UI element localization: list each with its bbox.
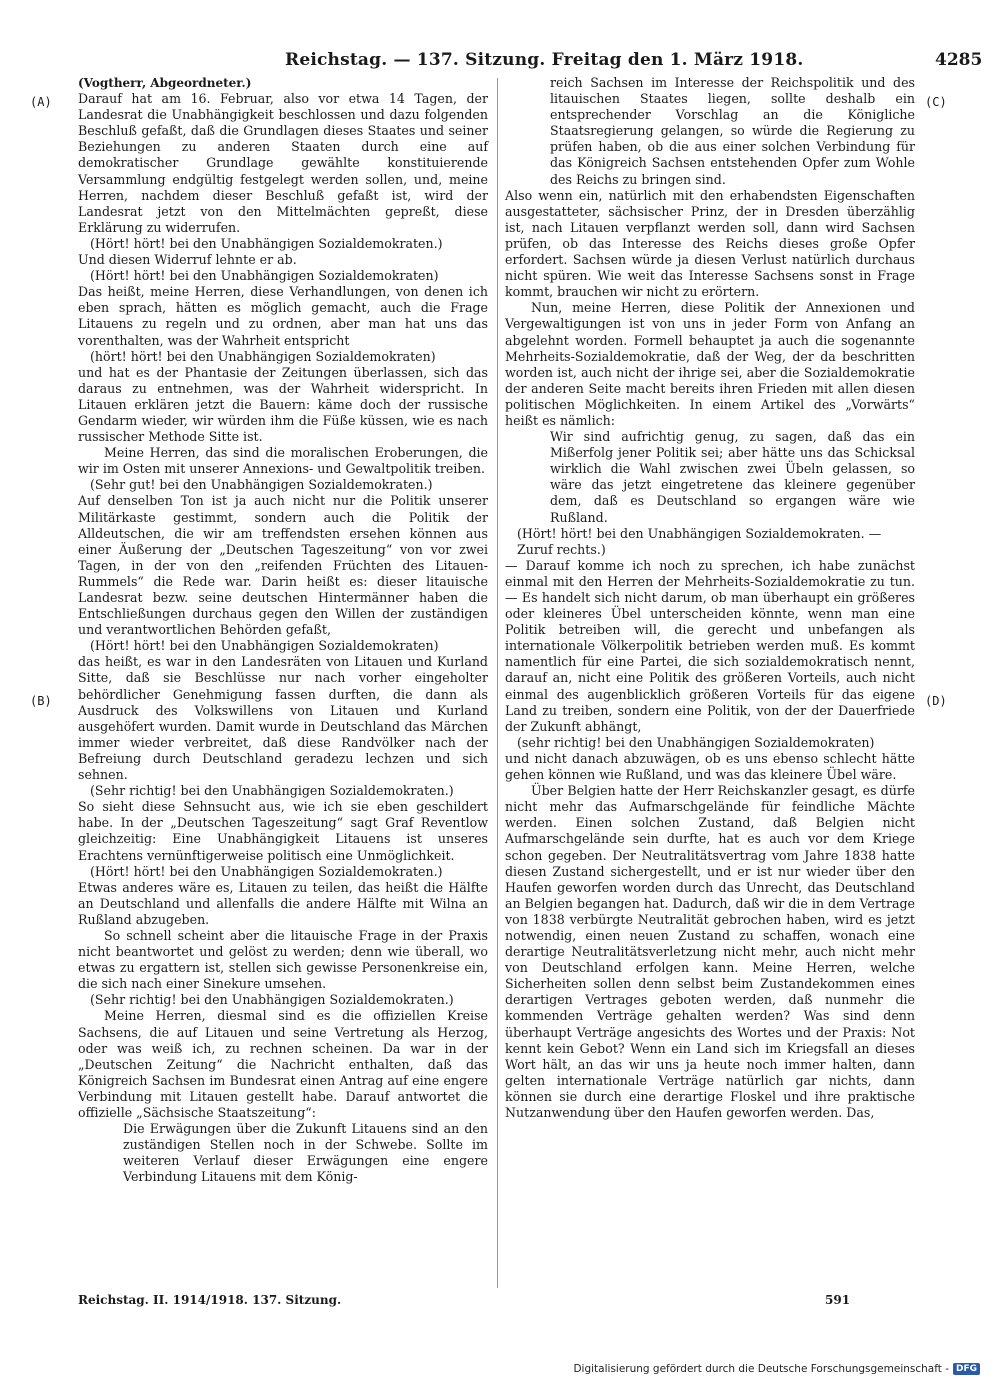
left-column [78, 75, 488, 1185]
paragraph: Darauf hat am 16. Februar, also vor etwa 14 Tagen, der Landesrat die Unabhängigkeit beschlossen und dazu folgenden Beschluß gefaßt, daß die Grundlagen dieses Staates und seiner Beziehungen zu anderen Staaten durch eine auf demokratischer Grundlage gewählte konstituierende Versammlung endgültig festgelegt werden sollen, und, meine Herren, nachdem dieser Beschluß gefaßt ist, wird der Landesrat jetzt von den Mittelmächten gepreßt, diese Erklärung zu widerrufen. [78, 91, 488, 235]
dfg-logo-icon: DFG [953, 1363, 980, 1375]
quotation: Wir sind aufrichtig genug, zu sagen, daß das ein Mißerfolg jener Politik sei; aber hätte uns das Schicksal wirklich die Wahl zwischen zwei Übeln gelassen, so wäre das jetzt eingetretene das kleinere gegenüber dem, daß es Deutschland so ergangen wäre wie Rußland. [550, 429, 915, 525]
paragraph: Meine Herren, das sind die moralischen Eroberungen, die wir im Osten mit unserer Annexions- und Gewaltpolitik treiben. [78, 445, 488, 477]
right-column [505, 75, 915, 1121]
paragraph: das heißt, es war in den Landesräten von Litauen und Kurland Sitte, daß sie Beschlüsse nur nach vorher eingeholter behördlicher Genehmigung fassen durften, die dann als Ausdruck des Volkswillens von Litauen und Kurland ausgehöfert wurden. Damit wurde in Deutschland das Märchen immer wieder verbreitet, daß diese Randvölker nach der Befreiung durch Deutschland geradezu lechzen und sich sehnen. [78, 654, 488, 783]
interjection: (Hört! hört! bei den Unabhängigen Sozialdemokraten) [90, 268, 439, 284]
running-title: Reichstag. — 137. Sitzung. Freitag den 1. März 1918. [285, 50, 804, 70]
interjection: (Hört! hört! bei den Unabhängigen Sozialdemokraten.) [90, 235, 443, 251]
margin-marker-c: (C) [925, 95, 947, 109]
interjection: (hört! hört! bei den Unabhängigen Sozialdemokraten) [90, 348, 436, 364]
paragraph: Nun, meine Herren, diese Politik der Annexionen und Vergewaltigungen ist von uns in jeder Form von Anfang an abgelehnt worden. Formell behauptet ja auch die sogenannte Mehrheits-Sozialdemokratie, daß der Weg, der da beschritten worden ist, auch nicht der ihrige sei, aber die Sozialdemokratie der anderen Seite macht bereits ihren Frieden mit allen diesen politischen Möglichkeiten. In einem Artikel des „Vorwärts“ heißt es nämlich: [505, 300, 915, 428]
paragraph: Über Belgien hatte der Herr Reichskanzler gesagt, es dürfe nicht mehr das Aufmarschgelände für feindliche Mächte werden. Einen solchen Zustand, daß Belgien nicht Aufmarschgelände sein durfte, hat es auch vor dem Kriege schon gegeben. Der Neutralitätsvertrag vom Jahre 1838 hatte diesen Zustand sichergestellt, und er ist nur wieder über den Haufen geworfen worden durch das Unrecht, das Deutschland an Belgien begangen hat. Dadurch, daß wir die in dem Vertrage von 1838 verbürgte Neutralität gebrochen haben, wird es jetzt notwendig, einen neuen Zustand zu schaffen, wonach eine derartige Neutralitätsverletzung nicht mehr, auch nicht mehr von Deutschland erfolgen kann. Meine Herren, welche Sicherheiten sollen denn selbst beim Zustandekommen eines derartigen Vertrages geboten werden, daß nunmehr die kommenden Verträge gehalten werden? Was sind denn überhaupt Verträge angesichts des Wortes und der Praxis: Not kennt kein Gebot? Wenn ein Land sich im Kriegsfall an dieses Wort hält, an das wir uns ja heute noch immer halten, dann gelten internationale Verträge natürlich gar nichts, dann können sie durch eine derartige Floskel und ihre praktische Nutzanwendung über den Haufen geworfen werden. Das, [505, 783, 915, 1120]
page-header [0, 50, 1000, 74]
quotation: Die Erwägungen über die Zukunft Litauens sind an den zuständigen Stellen noch in der Schwebe. Sollte im weiteren Verlauf dieser Erwägungen eine engere Verbindung Litauens mit dem König- [123, 1121, 488, 1185]
speaker-label: (Vogtherr, Abgeordneter.) [78, 76, 252, 90]
paragraph: und nicht danach abzuwägen, ob es uns ebenso schlecht hätte gehen können wie Rußland, und was das kleinere Übel wäre. [505, 750, 915, 783]
paragraph: — Darauf komme ich noch zu sprechen, ich habe zunächst einmal mit den Herren der Mehrheits-Sozialdemokratie zu tun. — Es handelt sich nicht darum, ob man überhaupt ein größeres oder kleineres Übel unterscheiden könnte, wenn man eine Politik betreiben will, die gerecht und unbefangen als internationale Völkerpolitik betrieben werden muß. Es kommt namentlich für eine Partei, die sich sozialdemokratisch nennt, darauf an, nicht eine Politik des größeren Vorteils, auch nicht einmal des augenblicklich größeren Vorteils für das eigene Land zu treiben, sondern eine Politik, von der der Dauerfriede der Zukunft abhängt, [505, 557, 915, 734]
paragraph: Also wenn ein, natürlich mit den erhabendsten Eigenschaften ausgestatteter, sächsischer Prinz, der in Dresden überzählig ist, nach Litauen verpflanzt werden soll, dann wird Sachsen prüfen, ob das Interesse des Reichs dieses große Opfer erfordert. Sachsen würde ja diesen Verlust natürlich durchaus nicht spüren. Wie weit das Interesse Sachsens sonst in Frage kommt, brauchen wir nicht zu erörtern. [505, 187, 915, 300]
credit-text: Digitalisierung gefördert durch die Deutsche Forschungsgemeinschaft - [573, 1363, 949, 1375]
paragraph: und hat es der Phantasie der Zeitungen überlassen, sich das daraus zu entnehmen, was der Wahrheit widerspricht. In Litauen erklären jetzt die Bauern: käme doch der russische Gendarm wieder, wir würden ihm die Füße küssen, wie es nach russischer Methode Sitte ist. [78, 364, 488, 445]
paragraph: So schnell scheint aber die litauische Frage in der Praxis nicht beantwortet und gelöst zu werden; denn wie überall, wo etwas zu ergattern ist, stellen sich gewisse Personenkreise ein, die sich nach einer Sinekure umsehen. [78, 927, 488, 992]
interjection: (Sehr gut! bei den Unabhängigen Sozialdemokraten.) [90, 477, 433, 493]
interjection: (Hört! hört! bei den Unabhängigen Sozialdemokraten) [90, 638, 439, 654]
footer-citation: Reichstag. II. 1914/1918. 137. Sitzung. [78, 1293, 342, 1307]
paragraph: Auf denselben Ton ist ja auch nicht nur die Politik unserer Militärkaste gestimmt, sondern auch die Politik der Alldeutschen, die wir am treffendsten ersehen können aus einer Äußerung der „Deutschen Tageszeitung“ von vor zwei Tagen, in der von den „reifenden Früchten des Litauen-Rummels“ die Rede war. Darin heißt es: dieser litauische Landesrat bezw. seine deutschen Hintermänner haben die Entschließungen durchaus gegen den Willen der zuständigen und verantwortlichen Behörden gefaßt, [78, 493, 488, 638]
margin-marker-b: (B) [30, 694, 52, 708]
paragraph: Meine Herren, diesmal sind es die offiziellen Kreise Sachsens, die auf Litauen und seine Vertretung als Herzog, oder was weiß ich, zu rechnen scheinen. Da war in der „Deutschen Zeitung“ die Nachricht enthalten, daß das Königreich Sachsen im Bundesrat einen Antrag auf eine engere Verbindung mit Litauen gestellt habe. Darauf antwortet die offizielle „Sächsische Staatszeitung“: [78, 1008, 488, 1120]
interjection: (Hört! hört! bei den Unabhängigen Sozialdemokraten. — Zuruf rechts.) [517, 525, 882, 557]
digitization-credit [573, 1363, 980, 1375]
margin-marker-a: (A) [30, 95, 52, 109]
margin-marker-d: (D) [925, 694, 947, 708]
paragraph: Das heißt, meine Herren, diese Verhandlungen, von denen ich eben sprach, hätten es möglich gemacht, auch die Frage Litauens zu regeln und zu ordnen, aber man hat uns das vorenthalten, was der Wahrheit entspricht [78, 284, 488, 348]
paragraph: Etwas anderes wäre es, Litauen zu teilen, das heißt die Hälfte an Deutschland und allenfalls die andere Hälfte mit Wilna an Rußland abzugeben. [78, 879, 488, 927]
quotation: reich Sachsen im Interesse der Reichspolitik und des litauischen Staates liegen, sollte deshalb ein entsprechender Vorschlag an die Königliche Staatsregierung gelangen, so würde die Regierung zu prüfen haben, ob die aus einer solchen Verbindung für das Königreich Sachsen entstehenden Opfer zum Wohle des Reichs zu bringen sind. [550, 75, 915, 187]
paragraph: So sieht diese Sehnsucht aus, wie ich sie eben geschildert habe. In der „Deutschen Tageszeitung“ sagt Graf Reventlow gleichzeitig: Eine Unabhängigkeit Litauens ist unseres Erachtens vernünftigerweise politisch eine Unmöglichkeit. [78, 799, 488, 863]
interjection: (Sehr richtig! bei den Unabhängigen Sozialdemokraten.) [90, 783, 454, 799]
interjection: (Hört! hört! bei den Unabhängigen Sozialdemokraten.) [90, 863, 443, 879]
interjection: (Sehr richtig! bei den Unabhängigen Sozialdemokraten.) [90, 992, 454, 1008]
paragraph: Und diesen Widerruf lehnte er ab. [78, 252, 297, 268]
footer-page-number: 591 [825, 1293, 851, 1307]
page-number: 4285 [935, 50, 983, 70]
column-divider [497, 78, 498, 1288]
interjection: (sehr richtig! bei den Unabhängigen Sozialdemokraten) [517, 734, 875, 750]
